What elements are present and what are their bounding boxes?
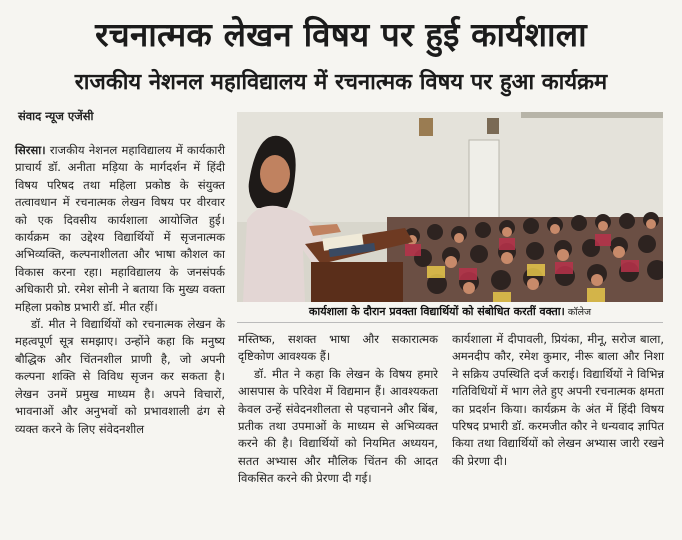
article-column-2	[238, 331, 438, 488]
article-column-3	[452, 331, 664, 470]
photo-caption	[237, 303, 663, 321]
article-column-1	[15, 142, 225, 438]
headline: रचनात्मक लेखन विषय पर हुई कार्यशाला	[95, 15, 587, 54]
article-paragraph-1	[15, 142, 225, 316]
photo-illustration	[237, 112, 663, 302]
students-crowd	[387, 212, 663, 302]
column-3-paragraph-1: कार्यशाला में दीपावली, प्रियंका, मीनू, सरोज बाला, अमनदीप कौर, रमेश कुमार, नीरू बाला और निशा ने सक्रिय उपस्थिति दर्ज कराई। विद्यार्थियों ने विभिन्न गतिविधियों में भाग लेते हुए अपनी रचनात्मक क्षमता का प्रदर्शन किया। कार्यक्रम के अंत में हिंदी विषय परिषद प्रभारी डॉ. करमजीत कौर ने धन्यवाद ज्ञापित किया तथा विद्यार्थियों को लेखन अभ्यास जारी रखने की प्रेरणा दी।	[452, 332, 664, 468]
dateline: सिरसा।	[15, 143, 46, 157]
column-2-paragraph-1: मस्तिष्क, सशक्त भाषा और सकारात्मक दृष्टिकोण आवश्यक हैं।	[238, 332, 438, 364]
column-2-paragraph-2: डॉ. मीत ने कहा कि लेखन के विषय हमारे आसपास के परिवेश में विद्यमान हैं। आवश्यकता केवल उन्हें संवेदनशीलता से पहचानने और बिंब, प्रतीक तथा उपमाओं के माध्यम से अभिव्यक्त करने की है। विद्यार्थियों को नियमित अध्ययन, सतत अभ्यास और मौलिक चिंतन की आदत विकसित करने की प्रेरणा दी गई।	[238, 366, 438, 486]
byline: संवाद न्यूज एजेंसी	[18, 109, 94, 123]
paragraph-1-text: राजकीय नेशनल महाविद्यालय में कार्यकारी प्राचार्य डॉ. अनीता मड़िया के मार्गदर्शन में हिंदी विषय परिषद तथा महिला प्रकोष्ठ के संयुक्त तत्वावधान में रचनात्मक लेखन विषय पर वीरवार को एक दिवसीय कार्यशाला आयोजित हुई। कार्यक्रम का उद्देश्य विद्यार्थियों में सृजनात्मक अभिव्यक्ति, कल्पनाशीलता और भाषा कौशल का विकास करना रहा। महाविद्यालय के जनसंपर्क अधिकारी प्रो. रमेश सोनी ने बताया कि मुख्य वक्ता महिला प्रकोष्ठ प्रभारी डॉ. मीत रहीं।	[15, 143, 225, 314]
photo-credit: कॉलेज	[567, 307, 592, 318]
caption-text: कार्यशाला के दौरान प्रवक्ता विद्यार्थियों को संबोधित करतीं वक्ता।	[308, 305, 565, 318]
subheadline: राजकीय नेशनल महाविद्यालय में रचनात्मक विषय पर हुआ कार्यक्रम	[74, 70, 608, 95]
news-photo	[237, 112, 663, 302]
caption-divider	[237, 322, 663, 323]
article-paragraph-2: डॉ. मीत ने विद्यार्थियों को रचनात्मक लेखन के महत्वपूर्ण सूत्र समझाए। उन्होंने कहा कि मनुष्य बौद्धिक और चिंतनशील प्राणी है, जो अपनी कल्पना शक्ति से विविध सृजन कर सकता है। लेखन उनमें प्रमुख माध्यम है। अपने विचारों, भावनाओं और अनुभवों को प्रभावशाली ढंग से व्यक्त करने के लिए संवेदनशील	[15, 317, 225, 436]
